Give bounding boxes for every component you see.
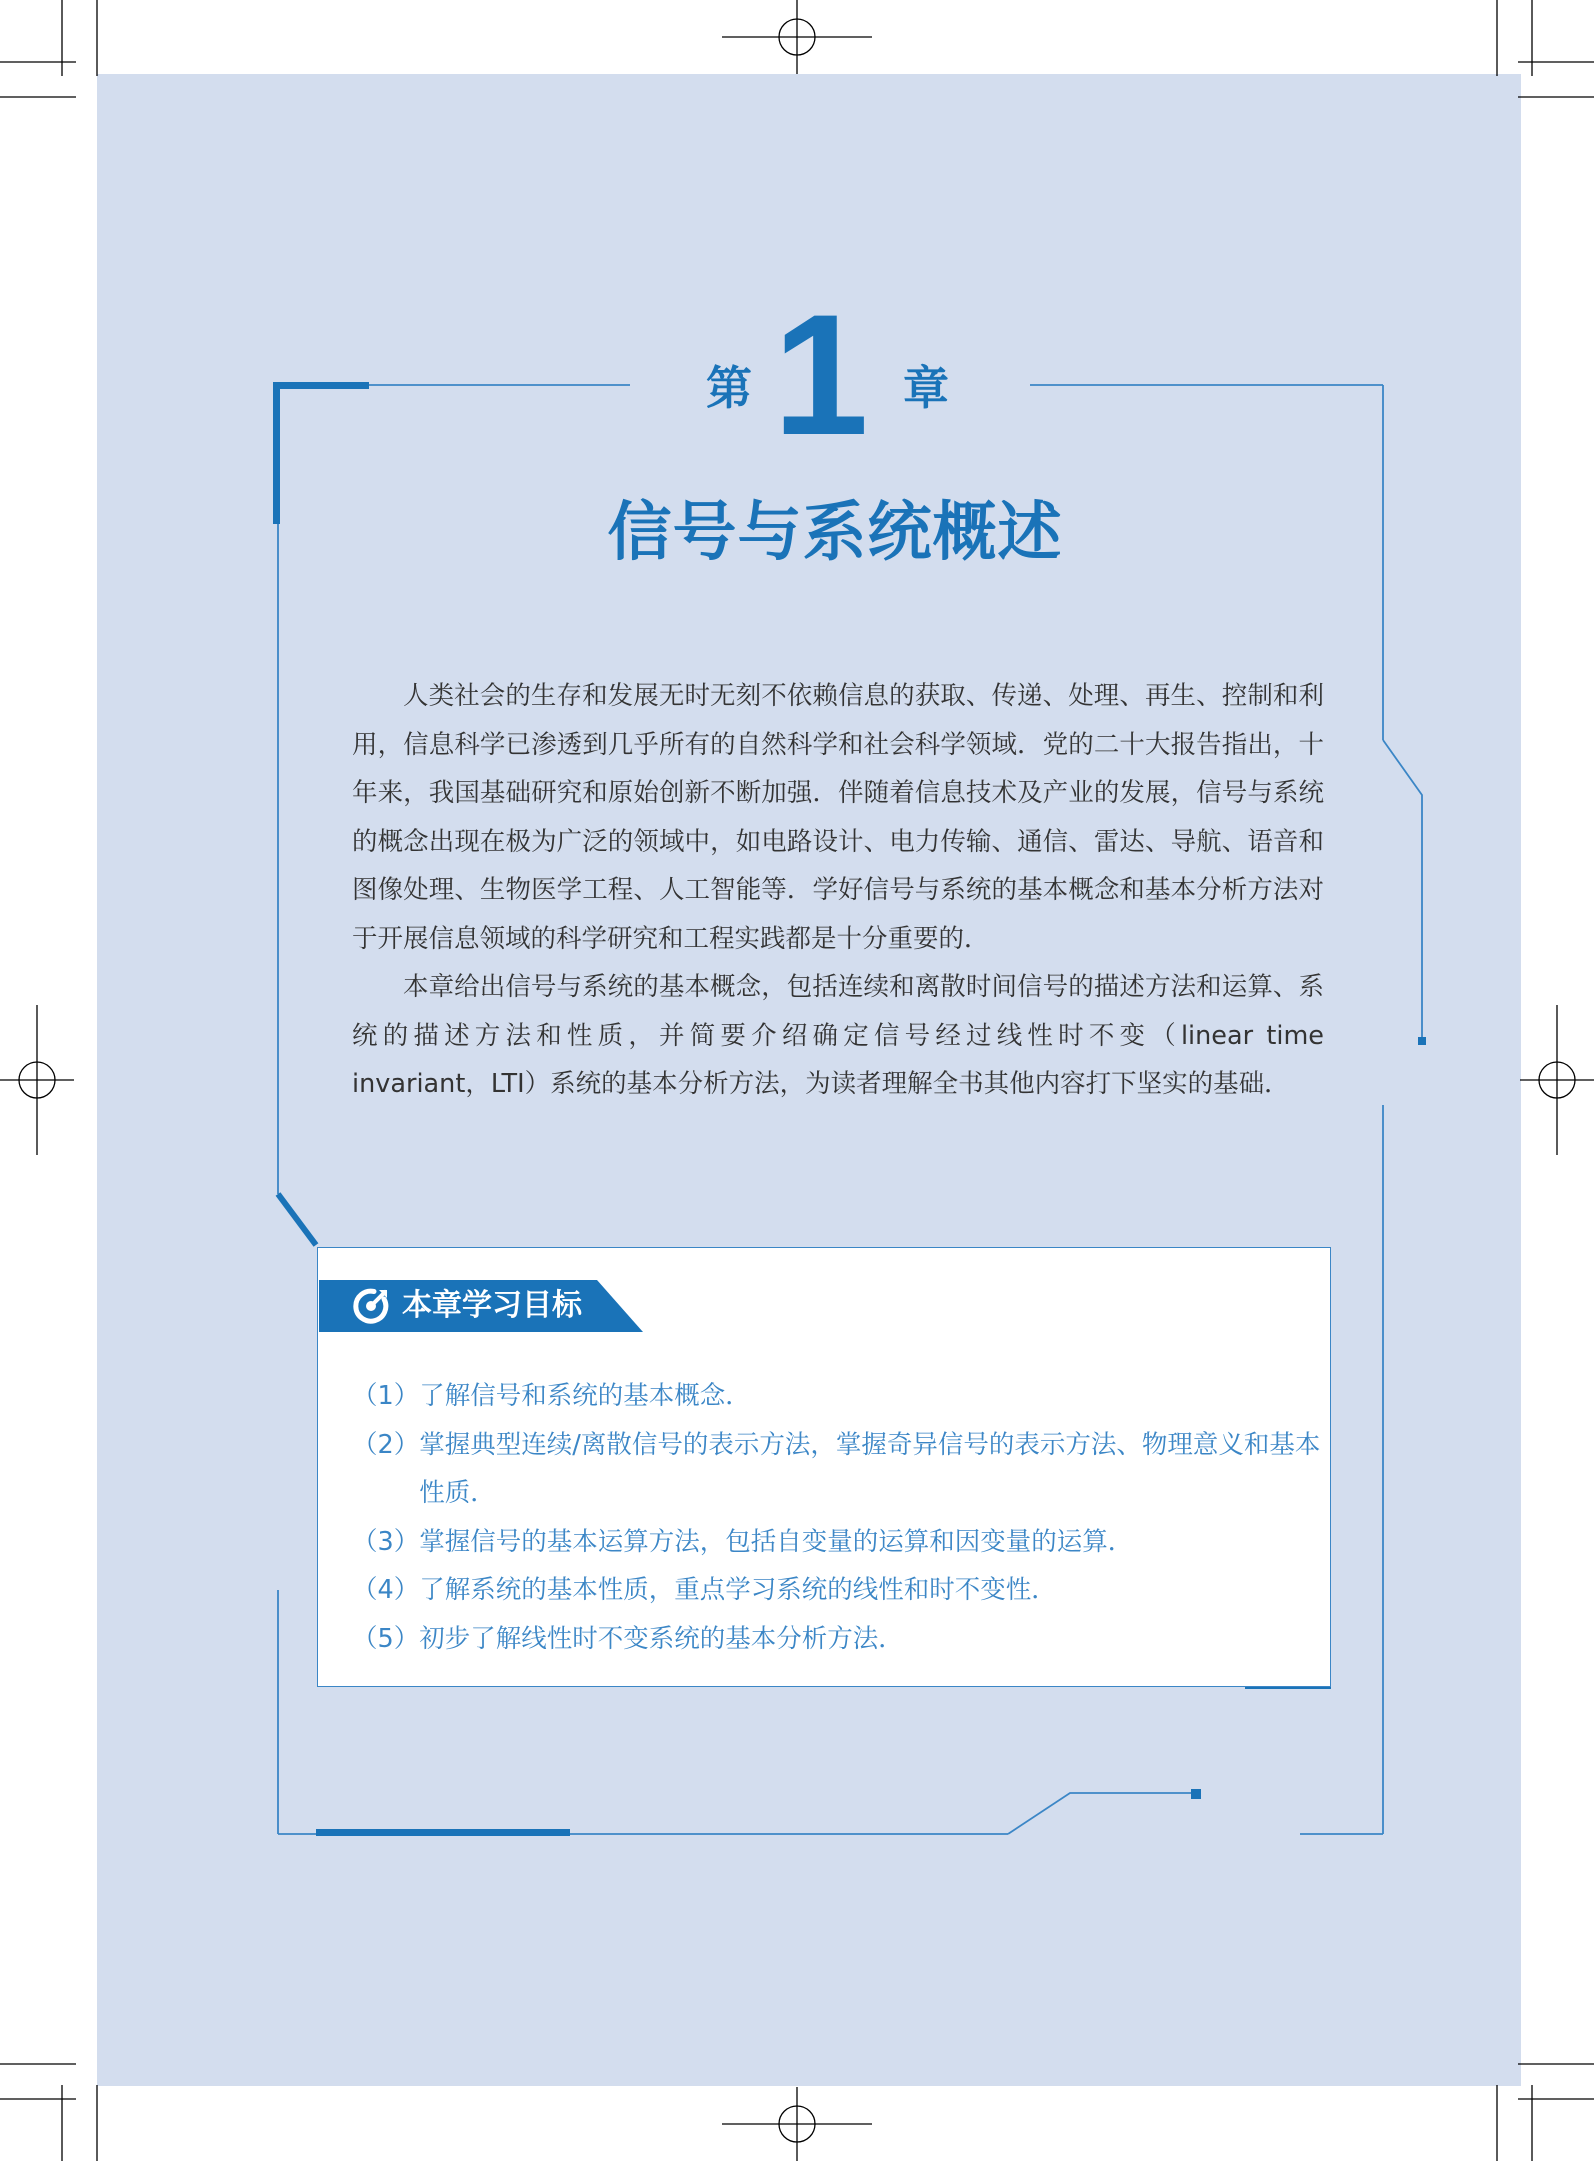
goal-number: （1） xyxy=(352,1381,420,1411)
chapter-title: 信号与系统概述 xyxy=(607,496,1063,570)
goal-text: 掌握信号的基本运算方法，包括自变量的运算和因变量的运算． xyxy=(419,1526,1134,1557)
learning-goals-heading: 本章学习目标 xyxy=(402,1288,582,1323)
goal-item xyxy=(352,1518,1324,1567)
chapter-prefix: 第 xyxy=(706,361,752,415)
goal-text: 初步了解线性时不变系统的基本分析方法． xyxy=(419,1623,904,1654)
chapter-number: 1 xyxy=(773,279,869,471)
intro-paragraph: 人类社会的生存和发展无时无刻不依赖信息的获取、传递、处理、再生、控制和利用，信息科学已渗透到几乎所有的自然科学和社会科学领域．党的二十大报告指出，十年来，我国基础研究和原始创新不断加强．伴随着信息技术及产业的发展，信号与系统的概念出现在极为广泛的领域中，如电路设计、电力传输、通信、雷达、导航、语音和图像处理、生物医学工程、人工智能等．学好信号与系统的基本概念和基本分析方法对于开展信息领域的科学研究和工程实践都是十分重要的． xyxy=(352,681,1324,954)
goal-item xyxy=(352,1372,1324,1421)
goal-number: （2） xyxy=(352,1429,420,1460)
goal-text: 掌握典型连续/离散信号的表示方法，掌握奇异信号的表示方法、物理意义和基本性质． xyxy=(419,1429,1321,1508)
chapter-introduction xyxy=(352,672,1324,1109)
intro-paragraph: 本章给出信号与系统的基本概念，包括连续和离散时间信号的描述方法和运算、系统的描述方法和性质，并简要介绍确定信号经过线性时不变（linear time invariant，LTI）系统的基本分析方法，为读者理解全书其他内容打下坚实的基础． xyxy=(352,972,1324,1099)
goal-item xyxy=(352,1615,1324,1664)
goal-number: （5） xyxy=(352,1623,420,1654)
target-icon xyxy=(352,1287,390,1325)
chapter-suffix: 章 xyxy=(903,361,949,415)
goal-item xyxy=(352,1421,1324,1518)
goal-number: （3） xyxy=(352,1526,420,1557)
goal-item xyxy=(352,1566,1324,1615)
goal-text: 了解信号和系统的基本概念． xyxy=(419,1381,751,1411)
learning-goals-list xyxy=(352,1372,1324,1663)
goal-number: （4） xyxy=(352,1575,420,1605)
goal-text: 了解系统的基本性质，重点学习系统的线性和时不变性． xyxy=(419,1575,1057,1605)
